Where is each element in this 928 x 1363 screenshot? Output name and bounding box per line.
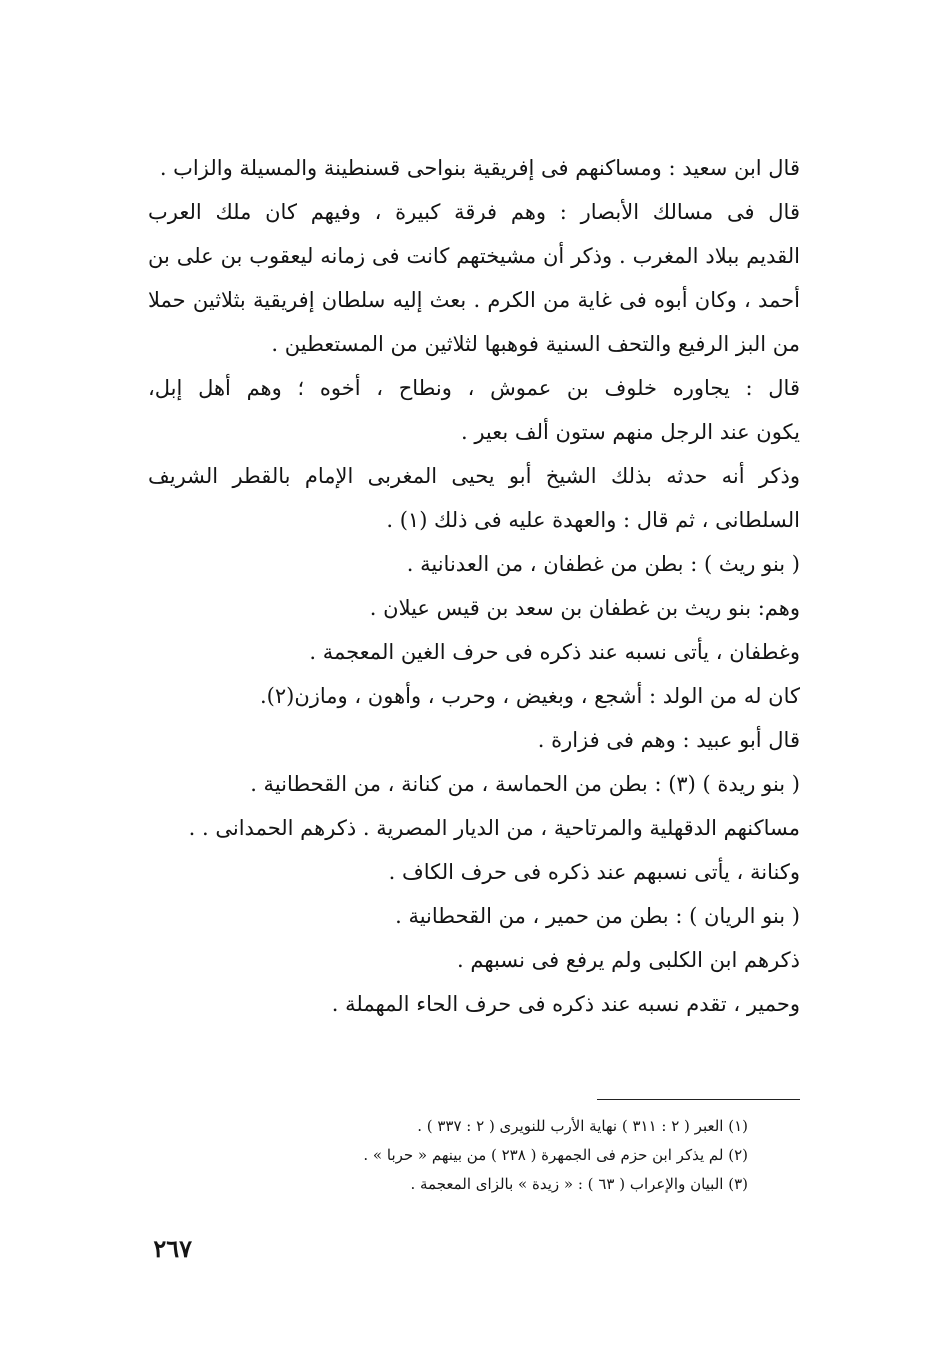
footnote: (١) العبر ( ٢ : ٣١١ ) نهاية الأرب للنويرى ( ٢ : ٣٣٧ ) . [417, 1117, 748, 1135]
footnote-divider [597, 1099, 800, 1100]
text-line: يكون عند الرجل منهم ستون ألف بعير . [460, 420, 800, 444]
text-line: ذكرهم ابن الكلبى ولم يرفع فى نسبهم . [457, 948, 800, 972]
text-line: قال : يجاوره خلوف بن عموش ، ونطاح ، أخوه ؛ وهم أهل إبل، [148, 376, 800, 400]
footnote: (٢) لم يذكر ابن حزم فى الجمهرة ( ٢٣٨ ) من بينهم « حربا » . [363, 1146, 748, 1164]
main-text [148, 146, 800, 1026]
text-line: كان له من الولد : أشجع ، وبغيض ، وحرب ، وأهون ، ومازن(٢). [259, 684, 800, 708]
text-line: قال فى مسالك الأبصار : وهم فرقة كبيرة ، وفيهم كان ملك العرب [148, 200, 800, 224]
text-line: القديم ببلاد المغرب . وذكر أن مشيختهم كانت فى زمانه ليعقوب بن على بن [148, 244, 800, 268]
text-line: من البز الرفيع والتحف السنية فوهبها لثلاثين من المستعطين . [271, 332, 800, 356]
page-number: ٢٦٧ [153, 1234, 192, 1263]
text-line: وهم: بنو ريث بن غطفان بن سعد بن قيس عيلان . [369, 596, 800, 620]
text-line: وذكر أنه حدثه بذلك الشيخ أبو يحيى المغربى الإمام بالقطر الشريف [148, 464, 800, 488]
text-line: السلطانى ، ثم قال : والعهدة عليه فى ذلك (١) . [386, 508, 800, 532]
text-line: أحمد ، وكان أبوه فى غاية من الكرم . بعث إليه سلطان إفريقية بثلاثين حملا [148, 288, 800, 312]
text-line: مساكنهم الدقهلية والمرتاحية ، من الديار المصرية . ذكرهم الحمدانى . . [188, 816, 800, 840]
footnote: (٣) البيان والإعراب ( ٦٣ ) : « زيدة » بالزاى المعجمة . [410, 1175, 748, 1193]
text-line: ( بنو الريان ) : بطن من حمير ، من القحطانية . [395, 904, 800, 928]
text-line: ( بنو ريث ) : بطن من غطفان ، من العدنانية . [406, 552, 800, 576]
text-line: قال ابن سعيد : ومساكنهم فى إفريقية بنواحى قسنطينة والمسيلة والزاب . [159, 156, 800, 180]
text-line: وكنانة ، يأتى نسبهم عند ذكره فى حرف الكاف . [388, 860, 800, 884]
footnotes [148, 1112, 748, 1199]
text-line: ( بنو ريدة ) (٣) : بطن من الحماسة ، من كنانة ، من القحطانية . [250, 772, 800, 796]
text-line: وحمير ، تقدم نسبه عند ذكره فى حرف الحاء المهملة . [331, 992, 800, 1016]
text-line: وغطفان ، يأتى نسبه عند ذكره فى حرف الغين المعجمة . [309, 640, 800, 664]
text-line: قال أبو عبيد : وهم فى فزارة . [537, 728, 800, 752]
